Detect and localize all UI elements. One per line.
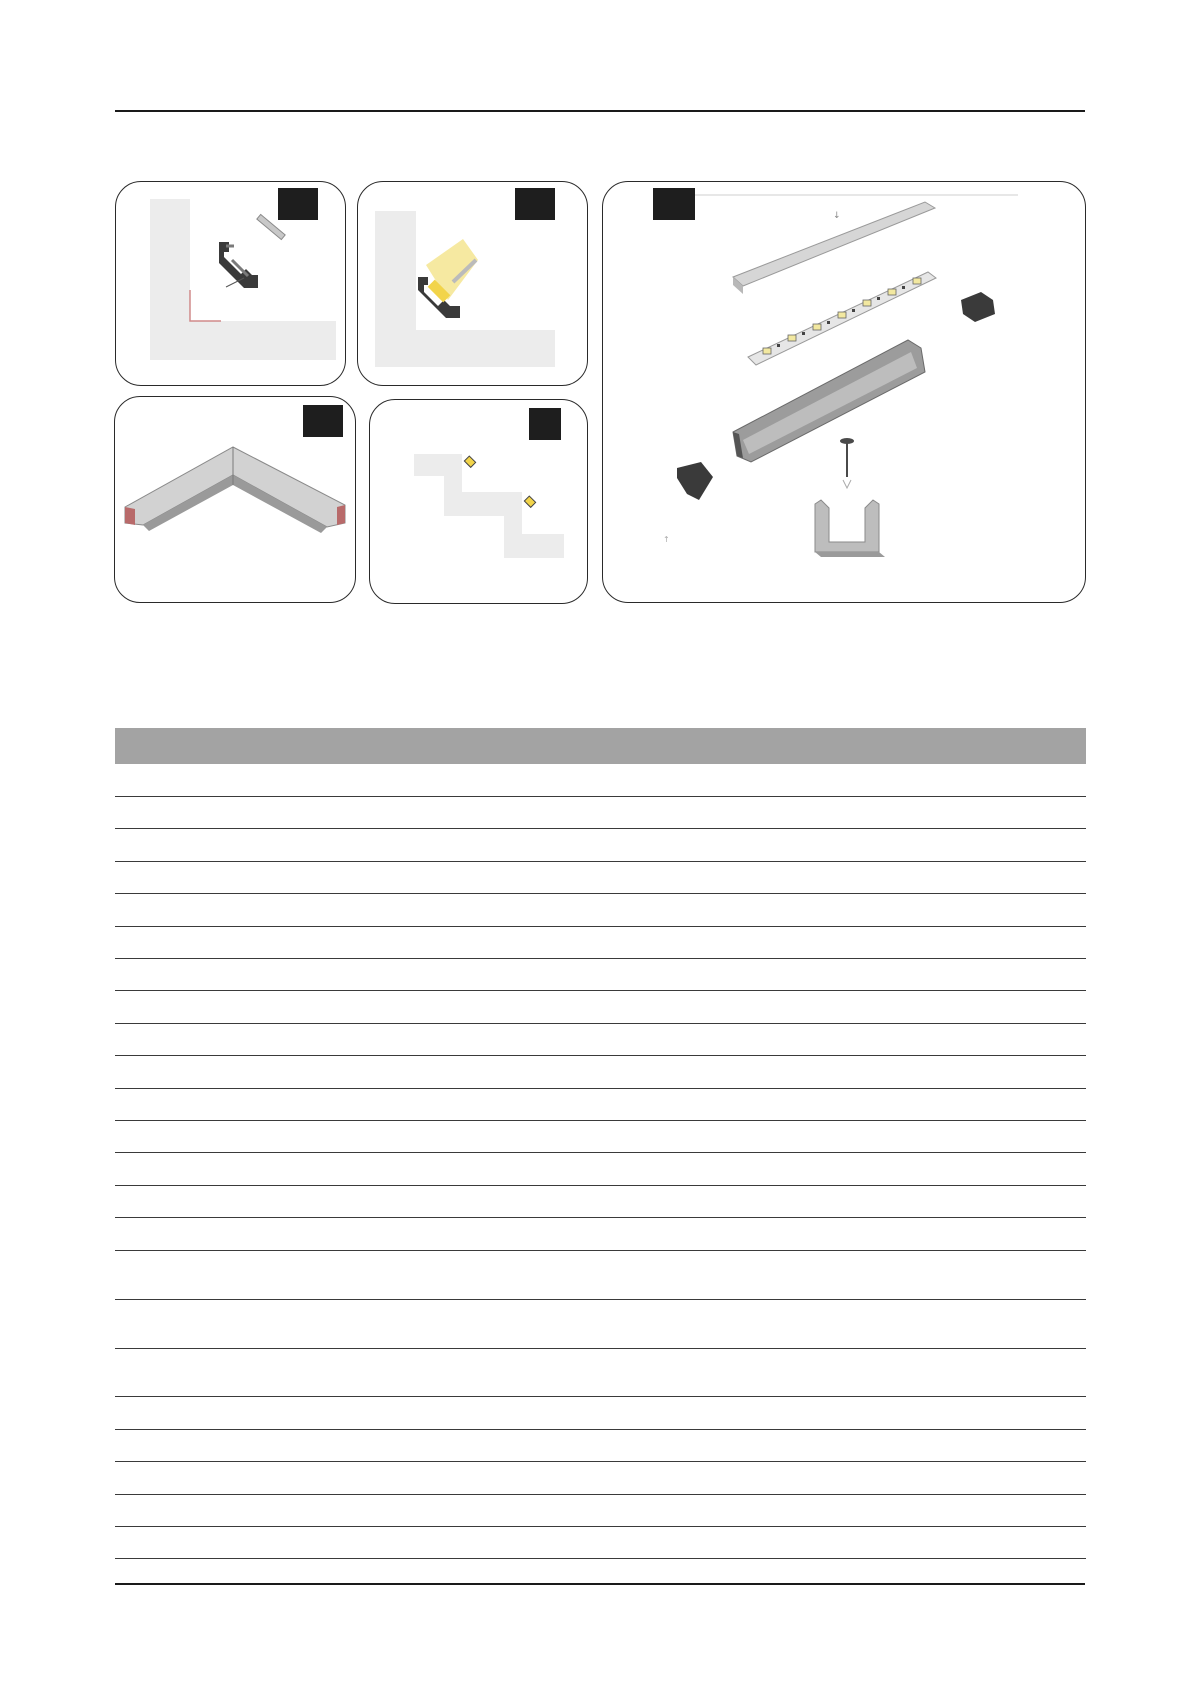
panel-3-exploded-assembly (602, 181, 1086, 603)
table-header (115, 728, 1086, 764)
svg-text:↓: ↓ (833, 211, 841, 221)
panel-5-badge (529, 408, 561, 440)
top-rule (115, 110, 1085, 112)
table-row-divider (115, 1494, 1086, 1495)
table-row-divider (115, 1461, 1086, 1462)
svg-text:↑: ↑ (663, 535, 670, 544)
table-row-divider (115, 796, 1086, 797)
table-row-divider (115, 1299, 1086, 1300)
panel-2-corner-lit (357, 181, 588, 386)
table-row-divider (115, 1055, 1086, 1056)
panel-1-corner-section (115, 181, 346, 386)
table-row-divider (115, 1088, 1086, 1089)
table-row-divider (115, 1023, 1086, 1024)
table-row-divider (115, 958, 1086, 959)
panel-2-badge (515, 188, 555, 220)
table-row-divider (115, 1217, 1086, 1218)
table-row-divider (115, 1558, 1086, 1559)
panel-3-badge (653, 188, 695, 220)
panel-4-profile-3d (114, 396, 356, 603)
table-row-divider (115, 1348, 1086, 1349)
table-row-divider (115, 1396, 1086, 1397)
panel-4-badge (303, 405, 343, 437)
table-row-divider (115, 1152, 1086, 1153)
table-row-divider (115, 1250, 1086, 1251)
table-row-divider (115, 893, 1086, 894)
table-row-divider (115, 861, 1086, 862)
table-row-divider (115, 926, 1086, 927)
table-row-divider (115, 1526, 1086, 1527)
panel-5-stairs (369, 399, 588, 604)
table-row-divider (115, 990, 1086, 991)
table-row-divider (115, 828, 1086, 829)
table-row-divider (115, 1429, 1086, 1430)
exploded-assembly-icon (603, 182, 1086, 603)
table-row-divider (115, 1120, 1086, 1121)
bottom-rule (115, 1583, 1085, 1585)
panel-1-badge (278, 188, 318, 220)
table-row-divider (115, 1185, 1086, 1186)
